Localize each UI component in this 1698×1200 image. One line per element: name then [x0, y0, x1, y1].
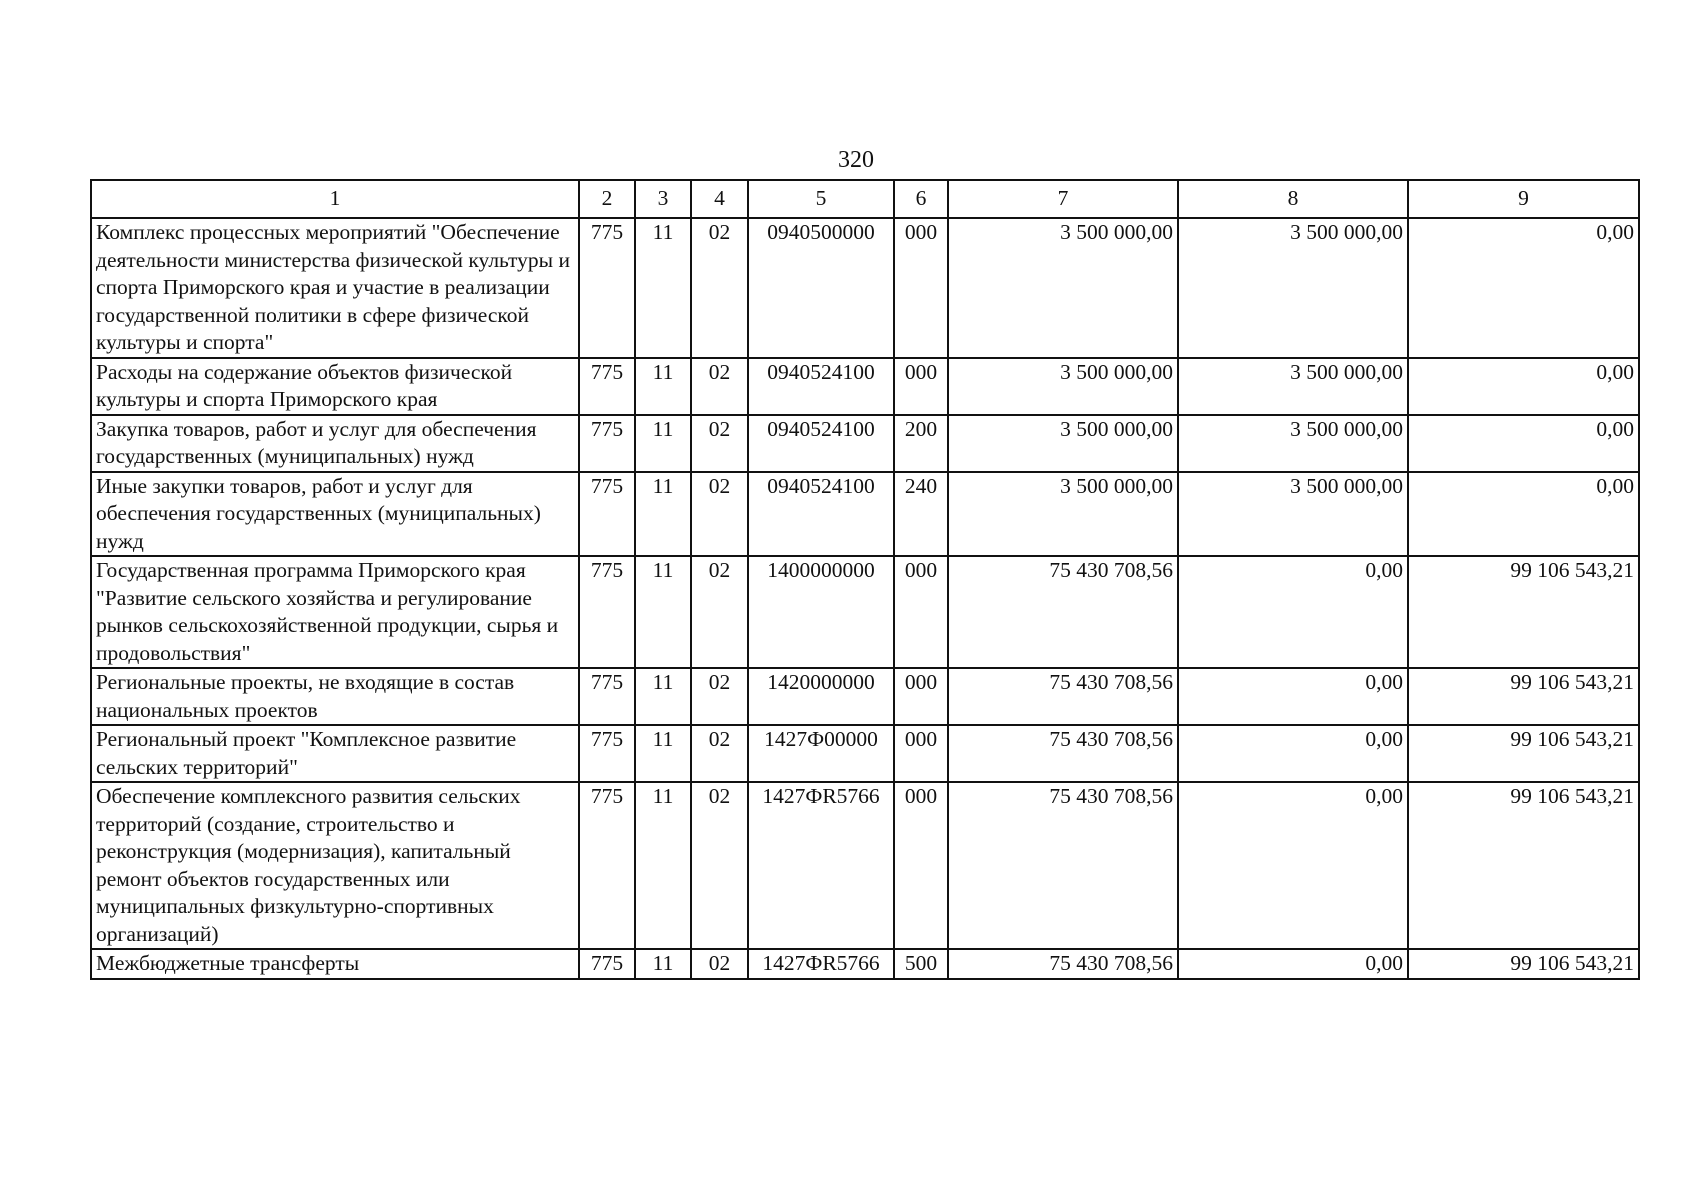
table-row	[91, 556, 1639, 668]
amount-col-8: 3 500 000,00	[1178, 358, 1408, 415]
code-grbs: 775	[579, 725, 635, 782]
table-row	[91, 472, 1639, 557]
amount-col-7: 3 500 000,00	[948, 358, 1178, 415]
code-section: 11	[635, 415, 691, 472]
code-section: 11	[635, 358, 691, 415]
code-target-article: 0940524100	[748, 358, 894, 415]
code-section: 11	[635, 725, 691, 782]
table-row	[91, 415, 1639, 472]
code-expense-type: 000	[894, 782, 948, 949]
row-name: Межбюджетные трансферты	[91, 949, 579, 979]
header-cell-9: 9	[1408, 180, 1639, 218]
code-section: 11	[635, 556, 691, 668]
amount-col-7: 75 430 708,56	[948, 782, 1178, 949]
amount-col-9: 99 106 543,21	[1408, 782, 1639, 949]
code-expense-type: 000	[894, 668, 948, 725]
amount-col-9: 0,00	[1408, 358, 1639, 415]
code-subsection: 02	[691, 782, 748, 949]
code-expense-type: 000	[894, 556, 948, 668]
code-subsection: 02	[691, 218, 748, 358]
table-row	[91, 949, 1639, 979]
amount-col-9: 0,00	[1408, 472, 1639, 557]
header-cell-5: 5	[748, 180, 894, 218]
amount-col-8: 3 500 000,00	[1178, 415, 1408, 472]
code-target-article: 1427ФR5766	[748, 782, 894, 949]
amount-col-8: 3 500 000,00	[1178, 218, 1408, 358]
amount-col-9: 99 106 543,21	[1408, 949, 1639, 979]
code-expense-type: 200	[894, 415, 948, 472]
code-expense-type: 240	[894, 472, 948, 557]
code-subsection: 02	[691, 949, 748, 979]
header-cell-6: 6	[894, 180, 948, 218]
amount-col-7: 75 430 708,56	[948, 725, 1178, 782]
code-target-article: 0940524100	[748, 472, 894, 557]
row-name: Обеспечение комплексного развития сельских территорий (создание, строительство и реконструкция (модернизация), капитальный ремонт объектов государственных или муниципальных физкультурно-спортивных организаций)	[91, 782, 579, 949]
amount-col-8: 0,00	[1178, 556, 1408, 668]
code-subsection: 02	[691, 415, 748, 472]
amount-col-9: 0,00	[1408, 218, 1639, 358]
amount-col-8: 0,00	[1178, 949, 1408, 979]
code-grbs: 775	[579, 949, 635, 979]
code-subsection: 02	[691, 358, 748, 415]
code-expense-type: 000	[894, 725, 948, 782]
amount-col-7: 3 500 000,00	[948, 472, 1178, 557]
code-grbs: 775	[579, 556, 635, 668]
code-section: 11	[635, 782, 691, 949]
header-cell-8: 8	[1178, 180, 1408, 218]
code-target-article: 0940524100	[748, 415, 894, 472]
code-subsection: 02	[691, 556, 748, 668]
amount-col-9: 99 106 543,21	[1408, 556, 1639, 668]
code-expense-type: 000	[894, 218, 948, 358]
code-grbs: 775	[579, 472, 635, 557]
amount-col-7: 75 430 708,56	[948, 556, 1178, 668]
amount-col-8: 3 500 000,00	[1178, 472, 1408, 557]
amount-col-7: 3 500 000,00	[948, 415, 1178, 472]
table-row	[91, 218, 1639, 358]
amount-col-7: 75 430 708,56	[948, 949, 1178, 979]
row-name: Региональные проекты, не входящие в состав национальных проектов	[91, 668, 579, 725]
code-grbs: 775	[579, 415, 635, 472]
budget-table	[90, 179, 1640, 980]
header-cell-1: 1	[91, 180, 579, 218]
code-target-article: 0940500000	[748, 218, 894, 358]
code-grbs: 775	[579, 782, 635, 949]
row-name: Региональный проект "Комплексное развитие сельских территорий"	[91, 725, 579, 782]
amount-col-8: 0,00	[1178, 782, 1408, 949]
code-grbs: 775	[579, 218, 635, 358]
table-row	[91, 668, 1639, 725]
row-name: Расходы на содержание объектов физической культуры и спорта Приморского края	[91, 358, 579, 415]
page-number: 320	[838, 147, 874, 173]
code-subsection: 02	[691, 725, 748, 782]
code-expense-type: 000	[894, 358, 948, 415]
table-row	[91, 782, 1639, 949]
code-target-article: 1427ФR5766	[748, 949, 894, 979]
code-target-article: 1420000000	[748, 668, 894, 725]
row-name: Государственная программа Приморского края "Развитие сельского хозяйства и регулирование рынков сельскохозяйственной продукции, сырья и продовольствия"	[91, 556, 579, 668]
code-section: 11	[635, 218, 691, 358]
amount-col-9: 99 106 543,21	[1408, 668, 1639, 725]
row-name: Комплекс процессных мероприятий "Обеспечение деятельности министерства физической культуры и спорта Приморского края и участие в реализации государственной политики в сфере физической культуры и спорта"	[91, 218, 579, 358]
table-row	[91, 725, 1639, 782]
table-row	[91, 358, 1639, 415]
code-subsection: 02	[691, 472, 748, 557]
code-grbs: 775	[579, 668, 635, 725]
amount-col-8: 0,00	[1178, 725, 1408, 782]
amount-col-9: 0,00	[1408, 415, 1639, 472]
code-subsection: 02	[691, 668, 748, 725]
code-target-article: 1427Ф00000	[748, 725, 894, 782]
amount-col-9: 99 106 543,21	[1408, 725, 1639, 782]
header-cell-4: 4	[691, 180, 748, 218]
code-section: 11	[635, 668, 691, 725]
amount-col-7: 75 430 708,56	[948, 668, 1178, 725]
row-name: Закупка товаров, работ и услуг для обеспечения государственных (муниципальных) нужд	[91, 415, 579, 472]
code-grbs: 775	[579, 358, 635, 415]
code-target-article: 1400000000	[748, 556, 894, 668]
code-section: 11	[635, 472, 691, 557]
code-section: 11	[635, 949, 691, 979]
header-cell-3: 3	[635, 180, 691, 218]
header-cell-2: 2	[579, 180, 635, 218]
amount-col-8: 0,00	[1178, 668, 1408, 725]
amount-col-7: 3 500 000,00	[948, 218, 1178, 358]
row-name: Иные закупки товаров, работ и услуг для обеспечения государственных (муниципальных) нужд	[91, 472, 579, 557]
header-cell-7: 7	[948, 180, 1178, 218]
header-row	[91, 180, 1639, 218]
code-expense-type: 500	[894, 949, 948, 979]
